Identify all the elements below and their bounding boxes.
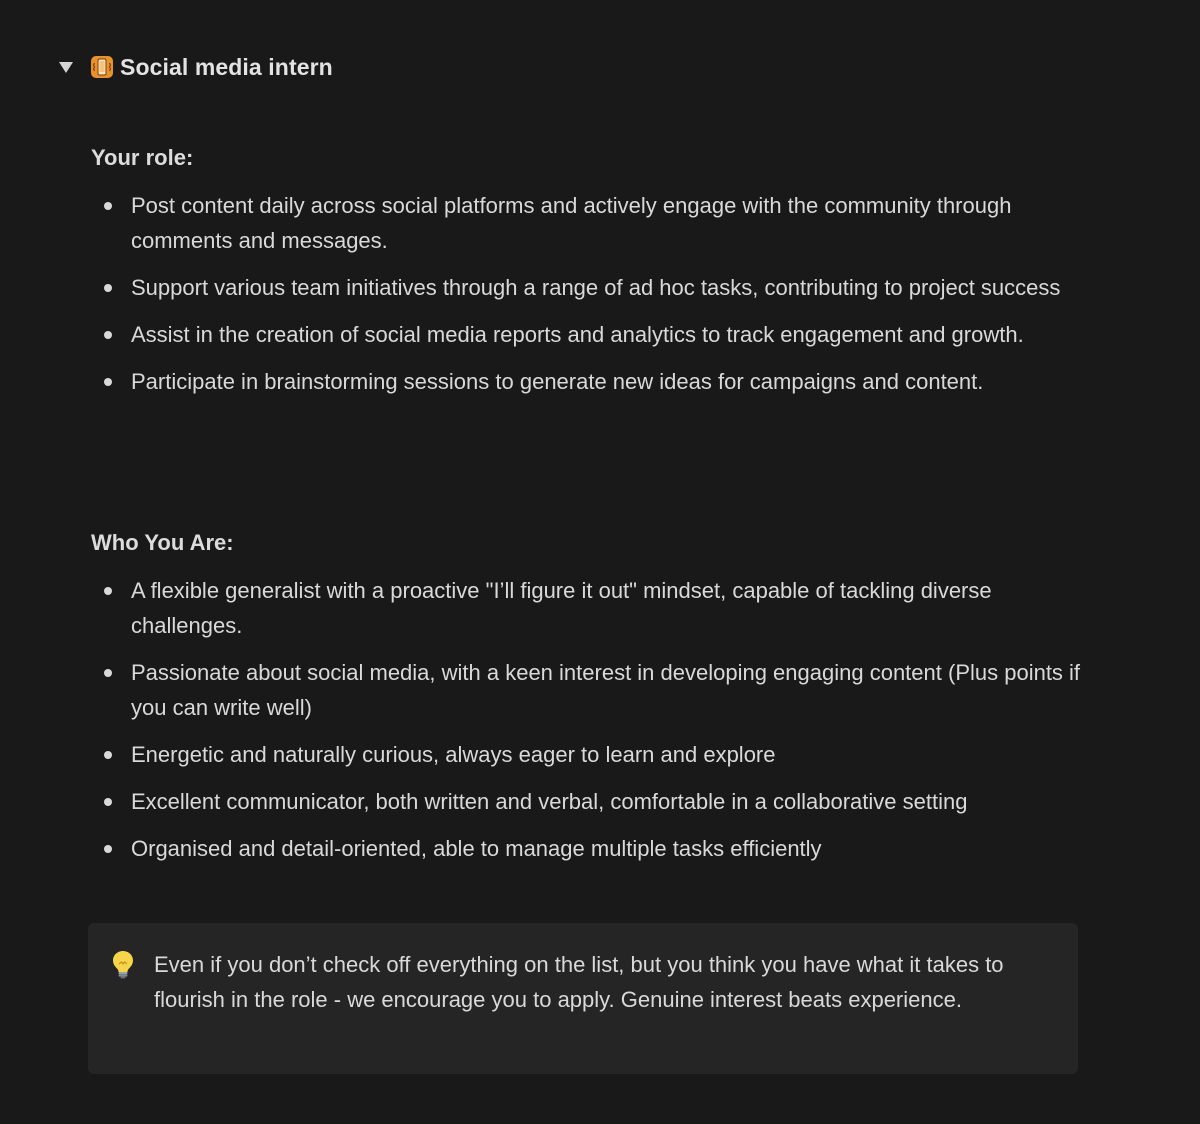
list-item: Support various team initiatives through a range of ad hoc tasks, contributing to project success <box>91 270 1091 305</box>
your-role-list <box>91 188 1091 411</box>
list-item: Excellent communicator, both written and verbal, comfortable in a collaborative setting <box>91 784 1091 819</box>
bullet-icon <box>104 331 112 339</box>
bullet-icon <box>104 845 112 853</box>
your-role-heading: Your role: <box>91 145 194 170</box>
list-item: Post content daily across social platforms and actively engage with the community through comments and messages. <box>91 188 1091 258</box>
who-you-are-list <box>91 573 1091 878</box>
toggle-block-header[interactable] <box>56 48 333 86</box>
list-item: A flexible generalist with a proactive "I’ll figure it out" mindset, capable of tackling diverse challenges. <box>91 573 1091 643</box>
who-you-are-heading: Who You Are: <box>91 530 234 555</box>
toggle-title: Social media intern <box>120 53 333 80</box>
bullet-icon <box>104 284 112 292</box>
bullet-icon <box>104 751 112 759</box>
callout-block <box>88 923 1078 1074</box>
list-item: Passionate about social media, with a keen interest in developing engaging content (Plus points if you can write well) <box>91 655 1091 725</box>
triangle-down-icon[interactable] <box>56 57 76 77</box>
bullet-icon <box>104 669 112 677</box>
bullet-icon <box>104 378 112 386</box>
bullet-icon <box>104 202 112 210</box>
list-item: Energetic and naturally curious, always eager to learn and explore <box>91 737 1091 772</box>
light-bulb-icon <box>110 949 136 979</box>
callout-text: Even if you don’t check off everything on the list, but you think you have what it takes to flourish in the role - we encourage you to apply. Genuine interest beats experience. <box>154 952 1004 1012</box>
list-item: Organised and detail-oriented, able to manage multiple tasks efficiently <box>91 831 1091 866</box>
list-item: Assist in the creation of social media reports and analytics to track engagement and growth. <box>91 317 1091 352</box>
bullet-icon <box>104 798 112 806</box>
bullet-icon <box>104 587 112 595</box>
list-item: Participate in brainstorming sessions to generate new ideas for campaigns and content. <box>91 364 1091 399</box>
mobile-phone-vibrate-icon <box>90 55 114 79</box>
